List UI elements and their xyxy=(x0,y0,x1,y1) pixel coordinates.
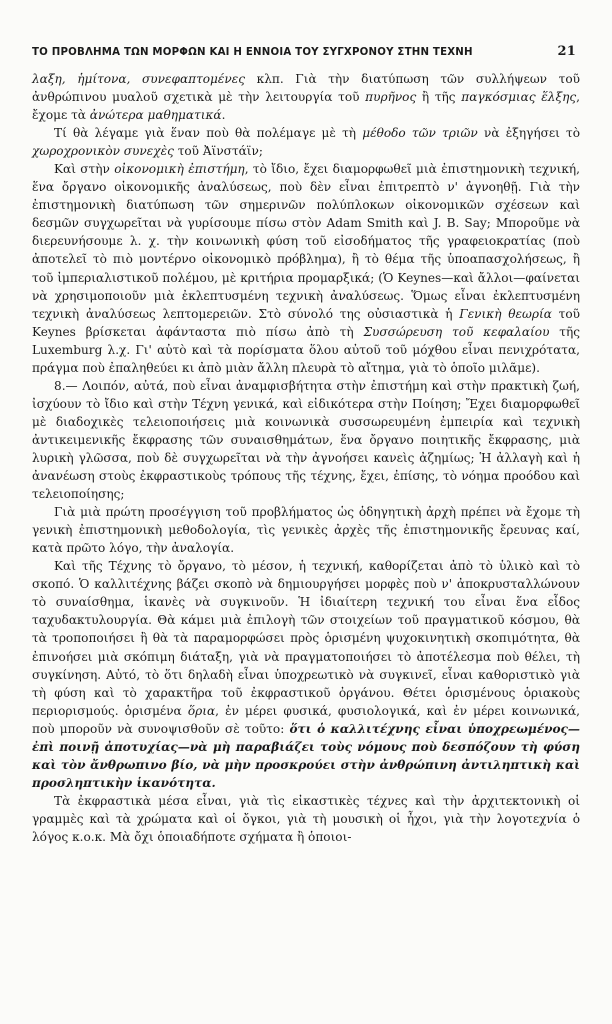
span: ἀνώτερα μαθηματικά xyxy=(89,108,222,123)
span: νὰ ἐξηγήσει τὸ xyxy=(477,126,581,141)
body-text xyxy=(32,70,580,846)
running-header xyxy=(32,44,576,59)
span: τοῦ Keynes βρίσκεται ἀφάνταστα πιὸ πίσω ἀπὸ τὴ xyxy=(32,306,580,339)
page-number: 21 xyxy=(557,44,576,59)
paragraph-2 xyxy=(32,124,580,160)
span: πυρῆνος xyxy=(365,90,417,105)
span: ὅρια xyxy=(187,703,216,718)
span: ὅτι ὁ καλλιτέχνης εἶναι ὑποχρεωμένος—ἐπὶ ποινῇ ἀποτυχίας—νὰ μὴ παραβιάζει τοὺς νόμους ποὺ δεσπόζουν τὴ φύση καὶ τὸν ἄνθρωπινο βίο, νὰ μὴν προσκρούει στὴν ἀνθρώπινη ἀντιληπτικὴ καὶ προσληπτικὴν ἱκανότητα. xyxy=(32,721,580,790)
paragraph-6 xyxy=(32,557,580,792)
span: Συσσώρευση τοῦ κεφαλαίου xyxy=(363,324,550,339)
span: . xyxy=(221,108,226,123)
span: μέθοδο τῶν τριῶν xyxy=(362,126,478,141)
span: χωροχρονικὸν συνεχὲς xyxy=(32,144,174,159)
span: Γενικὴ θεωρία xyxy=(459,306,552,321)
paragraph-5: Γιὰ μιὰ πρώτη προσέγγιση τοῦ προβλήματος ὡς ὁδηγητικὴ ἀρχὴ πρέπει νὰ ἔχομε τὴ γενικὴ ἐπιστημονικὴ μεθοδολογία, τὶς γενικὲς ἀρχὲς τῆς ἐπιστημονικῆς ἔρευνας καί, κατὰ πρῶτο λόγο, τὴν ἀναλογία. xyxy=(32,505,580,556)
span: Καὶ στὴν xyxy=(54,162,115,177)
running-title: ΤΟ ΠΡΟΒΛΗΜΑ ΤΩΝ ΜΟΡΦΩΝ ΚΑΙ Η ΕΝΝΟΙΑ ΤΟΥ ΣΥΓΧΡΟΝΟΥ ΣΤΗΝ ΤΕΧΝΗ xyxy=(32,47,473,58)
span: ἢ τῆς xyxy=(416,90,462,105)
span: παγκόσμιας ἕλξης xyxy=(461,90,577,105)
span: οἰκονομικὴ ἐπιστήμη xyxy=(114,162,245,177)
span: κλπ. Γιὰ τὴν διατύπωση τῶν συλλήψεων τοῦ ἀνθρώπινου μυαλοῦ σχετικὰ μὲ τὴν λειτουργία τοῦ xyxy=(32,72,580,105)
paragraph-1 xyxy=(32,70,580,124)
span: Καὶ τῆς Τέχνης τὸ ὄργανο, τὸ μέσον, ἡ τεχνική, καθορίζεται ἀπὸ τὸ ὑλικὸ καὶ τὸ σκοπό. Ὁ καλλιτέχνης βάζει σκοπὸ νὰ δημιουργήσει μορφὲς ποὺ ν' ἀποκρυσταλλώνουν τὸ συναίσθημα, ἱκανὲς νὰ συγκινοῦν. Ἡ ἰδιαίτερη τεχνική του εἶναι ἕνα εἶδος ταχυδακτυλουργία. Θὰ κάμει μιὰ ἐπιλογὴ τῶν στοιχείων τοῦ πραγματικοῦ κόσμου, θὰ τὰ τροποποιήσει ἢ θὰ τὰ παραμορφώσει πρὸς ὁρισμένη ψυχοκινητικὴ σκοπιμότητα, θὰ ἐπινοήσει μιὰ σκόπιμη διάταξη, γιὰ νὰ πραγματοποιήσει τὸ ἀποτέλεσμα ποὺ θέλει, τὴ συγκίνηση. Αὐτό, τὸ ὅτι δηλαδὴ εἶναι ὑποχρεωτικὸ νὰ συγκινεῖ, εἶναι καθοριστικὸ γιὰ τὴ φύση καὶ τὸ χαρακτῆρα τοῦ ἐκφραστικοῦ ὀργάνου. Θέτει ὁρισμένους ὁριακοὺς περιορισμούς. ὁρισμένα xyxy=(32,559,580,718)
span: Τί θὰ λέγαμε γιὰ ἕναν ποὺ θὰ πολέμαγε μὲ τὴ xyxy=(54,126,363,141)
span: λαξη, ἡμίτονα, συνεφαπτομένες xyxy=(32,72,246,86)
paragraph-4: 8.— Λοιπόν, αὐτά, ποὺ εἶναι ἀναμφισβήτητα στὴν ἐπιστήμη καὶ στὴν πρακτικὴ ζωή, ἰσχύουν τὸ ἴδιο καὶ στὴν Τέχνη γενικά, καὶ εἰδικότερα στὴν Ποίηση; Ἔχει διαμορφωθεῖ μὲ διαδοχικὲς τελειοποιήσεις μιὰ κοινωνικὰ συσσωρευμένη ἐμπειρία καὶ τεχνικὴ ἀντικειμενικῆς ἔκφρασης τῶν συναισθημάτων, ἕνα ὄργανο ποιητικῆς ἔκφρασης, μιὰ λυρικὴ γλῶσσα, ποὺ δὲ συγχωρεῖται νὰ τὴν ἀγνοήσει κανεὶς ἀζημίως; Ἡ ἀλλαγὴ καὶ ἡ ἀνανέωση στοὺς ἐκφραστικοὺς τρόπους τῆς τέχνης, ἔχει, ἐπίσης, τὸ νόημα προόδου καὶ τελειοποίησης; xyxy=(32,378,580,502)
span: , ἐν μέρει φυσικά, φυσιολογικά, καὶ ἐν μέρει κοινωνικά, ποὺ μποροῦν νὰ συνοψισθοῦν σὲ τοῦτο: xyxy=(32,703,580,736)
paragraph-3 xyxy=(32,160,580,377)
span: τῆς Luxemburg λ.χ. Γι' αὐτὸ καὶ τὰ πορίσματα ὅλου αὐτοῦ τοῦ μόχθου εἶναι πενιχρότατα, πράγμα ποὺ ἐπαληθεύει κι ἀπὸ μιὰν ἄλλη πλευρὰ τὸ αἴτημα, γιὰ τὸ ὁποῖο μιλᾶμε). xyxy=(32,324,580,375)
paragraph-7: Τὰ ἐκφραστικὰ μέσα εἶναι, γιὰ τὶς εἰκαστικὲς τέχνες καὶ τὴν ἀρχιτεκτονικὴ οἱ γραμμὲς καὶ τὰ χρώματα καὶ οἱ ὄγκοι, γιὰ τὴ μουσικὴ οἱ ἦχοι, γιὰ τὴν λογοτεχνία ὁ λόγος κ.ο.κ. Μὰ ὄχι ὁποιαδήποτε σχήματα ἢ ὁποιοι- xyxy=(32,793,580,844)
span: , τὸ ἴδιο, ἔχει διαμορφωθεῖ μιὰ ἐπιστημονικὴ τεχνική, ἕνα ὄργανο οἰκονομικῆς ἀναλύσεως, ποὺ δὲν εἶναι ἐπιτρεπτὸ ν' ἀγνοηθῇ. Γιὰ τὴν ἐπιστημονικὴ διατύπωση τῶν σημερινῶν πολύπλοκων οἰκονομικῶν σχέσεων καὶ δεσμῶν συγχωρεῖται νὰ γυρίσουμε πίσω στὸν Adam Smith καὶ J. B. Say; Μποροῦμε νὰ διερευνήσουμε λ. χ. τὴν κοινωνικὴ φύση τοῦ εἰσοδήματος τῆς γραφειοκρατίας (ποὺ ἀποτελεῖ τὸ πιὸ μοντέρνο οἰκονομικὸ πρόβλημα), ἢ τὸ θέμα τῆς ὑποαπασχολήσεως, ἢ τοῦ ἰμπεριαλιστικοῦ πολέμου, μὲ κριτήρια προμαρξικά; (Ὁ Keynes—καὶ ἄλλοι—φαίνεται νὰ χρησιμοποιοῦν μιὰ ἐκλεπτυσμένη τεχνικὴ ἀναλύσεως. Ὅμως εἶναι ἐκλεπτυσμένη τεχνικὴ ἀναλύσεως λεπτομερειῶν. Στὸ σύνολό της οὐσιαστικὰ ἡ xyxy=(32,162,580,321)
span: , ἔχομε τὰ xyxy=(32,90,581,123)
span: τοῦ Ἀϊνστάϊν; xyxy=(173,144,263,159)
